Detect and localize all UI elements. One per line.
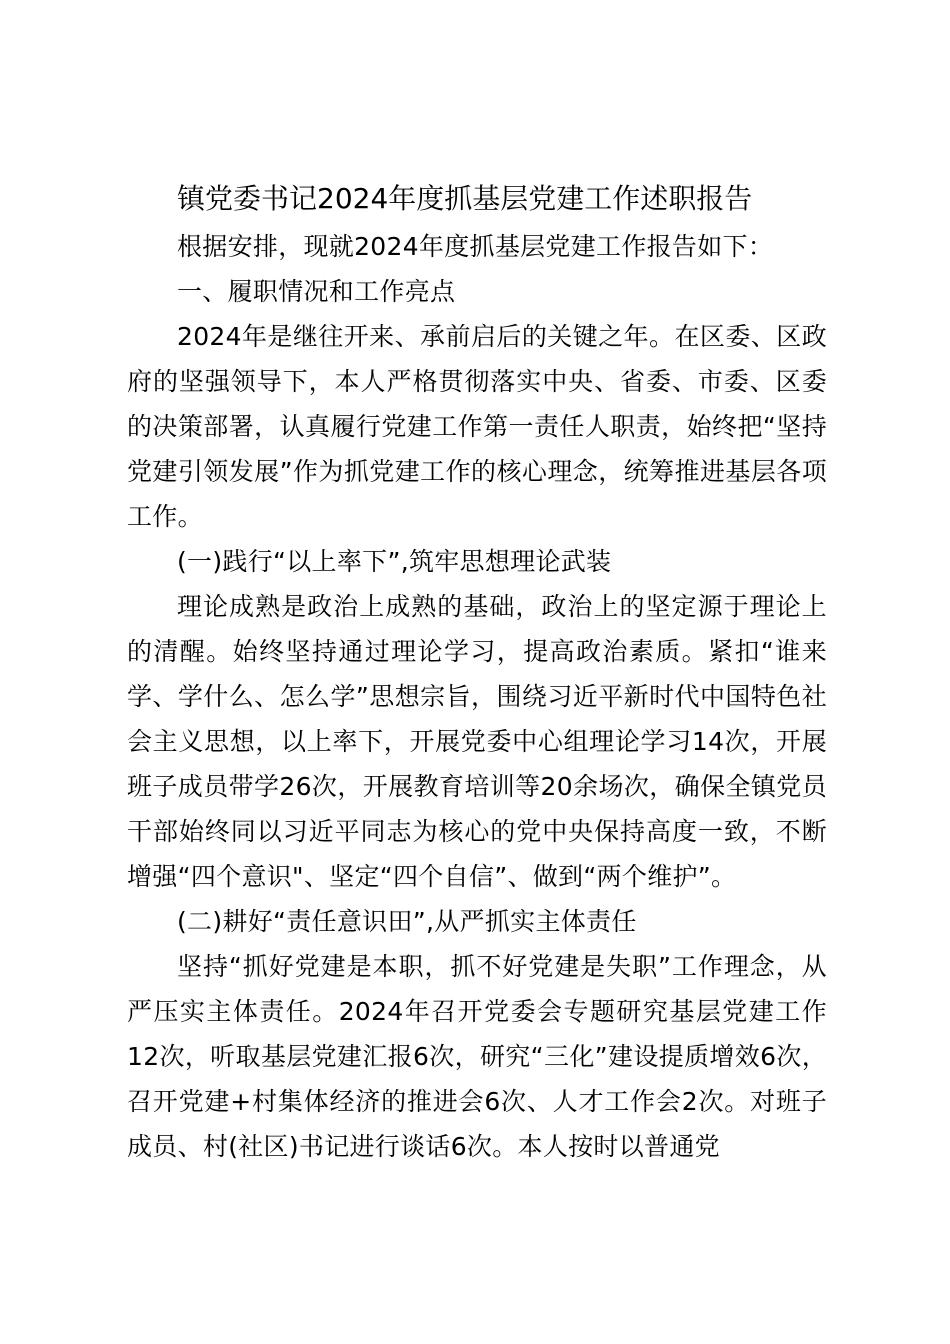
body-paragraph-1: 2024年是继往开来、承前启后的关键之年。在区委、区政府的坚强领导下，本人严格贯彻落实中央、省委、市委、区委的决策部署，认真履行党建工作第一责任人职责，始终把“坚持党建引领发展”作为抓党建工作的核心理念，统筹推进基层各项工作。 [127,322,827,531]
intro-paragraph: 根据安排，现就2024年度抓基层党建工作报告如下： [177,232,774,261]
document-body [127,174,827,1169]
body-paragraph-2: 理论成熟是政治上成熟的基础，政治上的坚定源于理论上的清醒。始终坚持通过理论学习，提高政治素质。紧扣“谁来学、学什么、怎么学”思想宗旨，围绕习近平新时代中国特色社会主义思想，以上率下，开展党委中心组理论学习14次，开展班子成员带学26次，开展教育培训等20余场次，确保全镇党员干部始终同以习近平同志为核心的党中央保持高度一致，不断增强“四个意识"、坚定“四个自信”、做到“两个维护”。 [127,592,827,891]
section-heading-1: 一、履职情况和工作亮点 [177,277,456,306]
document-title: 镇党委书记2024年度抓基层党建工作述职报告 [177,182,753,215]
subsection-heading-2: (二)耕好“责任意识田”,从严抓实主体责任 [177,907,637,936]
subsection-heading-1: (一)践行“以上率下”,筑牢思想理论武装 [177,547,612,576]
body-paragraph-3: 坚持“抓好党建是本职，抓不好党建是失职”工作理念，从严压实主体责任。2024年召开党委会专题研究基层党建工作12次，听取基层党建汇报6次，研究“三化”建设提质增效6次，召开党建+村集体经济的推进会6次、人才工作会2次。对班子成员、村(社区)书记进行谈话6次。本人按时以普通党 [127,952,827,1161]
